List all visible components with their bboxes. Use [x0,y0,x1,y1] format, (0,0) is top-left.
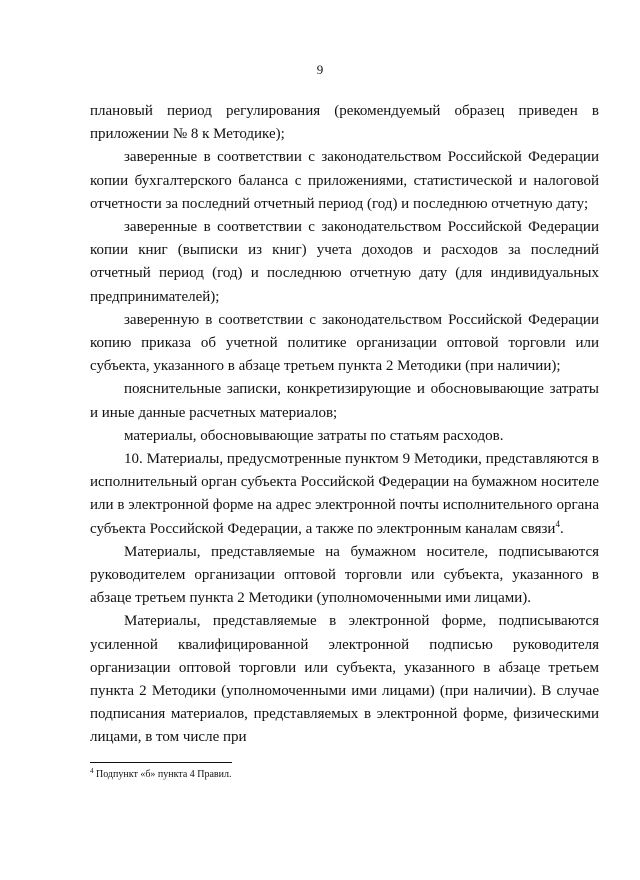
paragraph-accounting-policy: заверенную в соответствии с законодательством Российской Федерации копию приказа об учетной политике организации оптовой торговли или субъекта, указанного в абзаце третьем пункта 2 Методики (при наличии); [90,311,599,375]
page-number: 9 [316,62,324,77]
paragraph-planned-period: плановый период регулирования (рекомендуемый образец приведен в приложении № 8 к Методике); [90,103,599,143]
footnote-reference: 4 [555,518,560,529]
paragraph-explanatory-notes: пояснительные записки, конкретизирующие и обосновывающие затраты и иные данные расчетных материалов; [90,381,599,421]
paragraph-ledger-copies: заверенные в соответствии с законодательством Российской Федерации копии книг (выписки из книг) учета доходов и расходов за последний отчетный период (год) и последнюю отчетную дату (для индивидуальных предпринимателей); [90,219,599,305]
paragraph-electronic-materials: Материалы, представляемые в электронной форме, подписываются усиленной квалифицированной электронной подписью руководителя организации оптовой торговли или субъекта, указанного в абзаце третьем пункта 2 Методики (уполномоченными ими лицами) (при наличии). В случае подписания материалов, представляемых в электронной форме, физическими лицами, в том числе при [90,613,599,746]
paragraph-balance-copies: заверенные в соответствии с законодательством Российской Федерации копии бухгалтерского баланса с приложениями, статистической и налоговой отчетности за последний отчетный период (год) и последнюю отчетную дату; [90,149,599,212]
paragraph-item-10 [90,448,599,541]
footnote-divider [90,762,232,763]
footnote [90,768,599,781]
footnote-text: Подпункт «б» пункта 4 Правил. [96,769,232,780]
paragraph-item-10-text: 10. Материалы, предусмотренные пунктом 9 Методики, представляются в исполнительный орган субъекта Российской Федерации на бумажном носителе или в электронной форме на адрес электронной почты исполнительного органа субъекта Российской Федерации, а также по электронным каналам связи [90,451,599,537]
body-text [90,100,599,750]
paragraph-expense-materials: материалы, обосновывающие затраты по статьям расходов. [124,427,504,444]
footnote-marker: 4 [90,767,94,775]
paragraph-paper-materials: Материалы, представляемые на бумажном носителе, подписываются руководителем организации оптовой торговли или субъекта, указанного в абзаце третьем пункта 2 Методики (уполномоченными ими лицами). [90,543,599,607]
paragraph-item-10-tail: . [559,520,564,537]
